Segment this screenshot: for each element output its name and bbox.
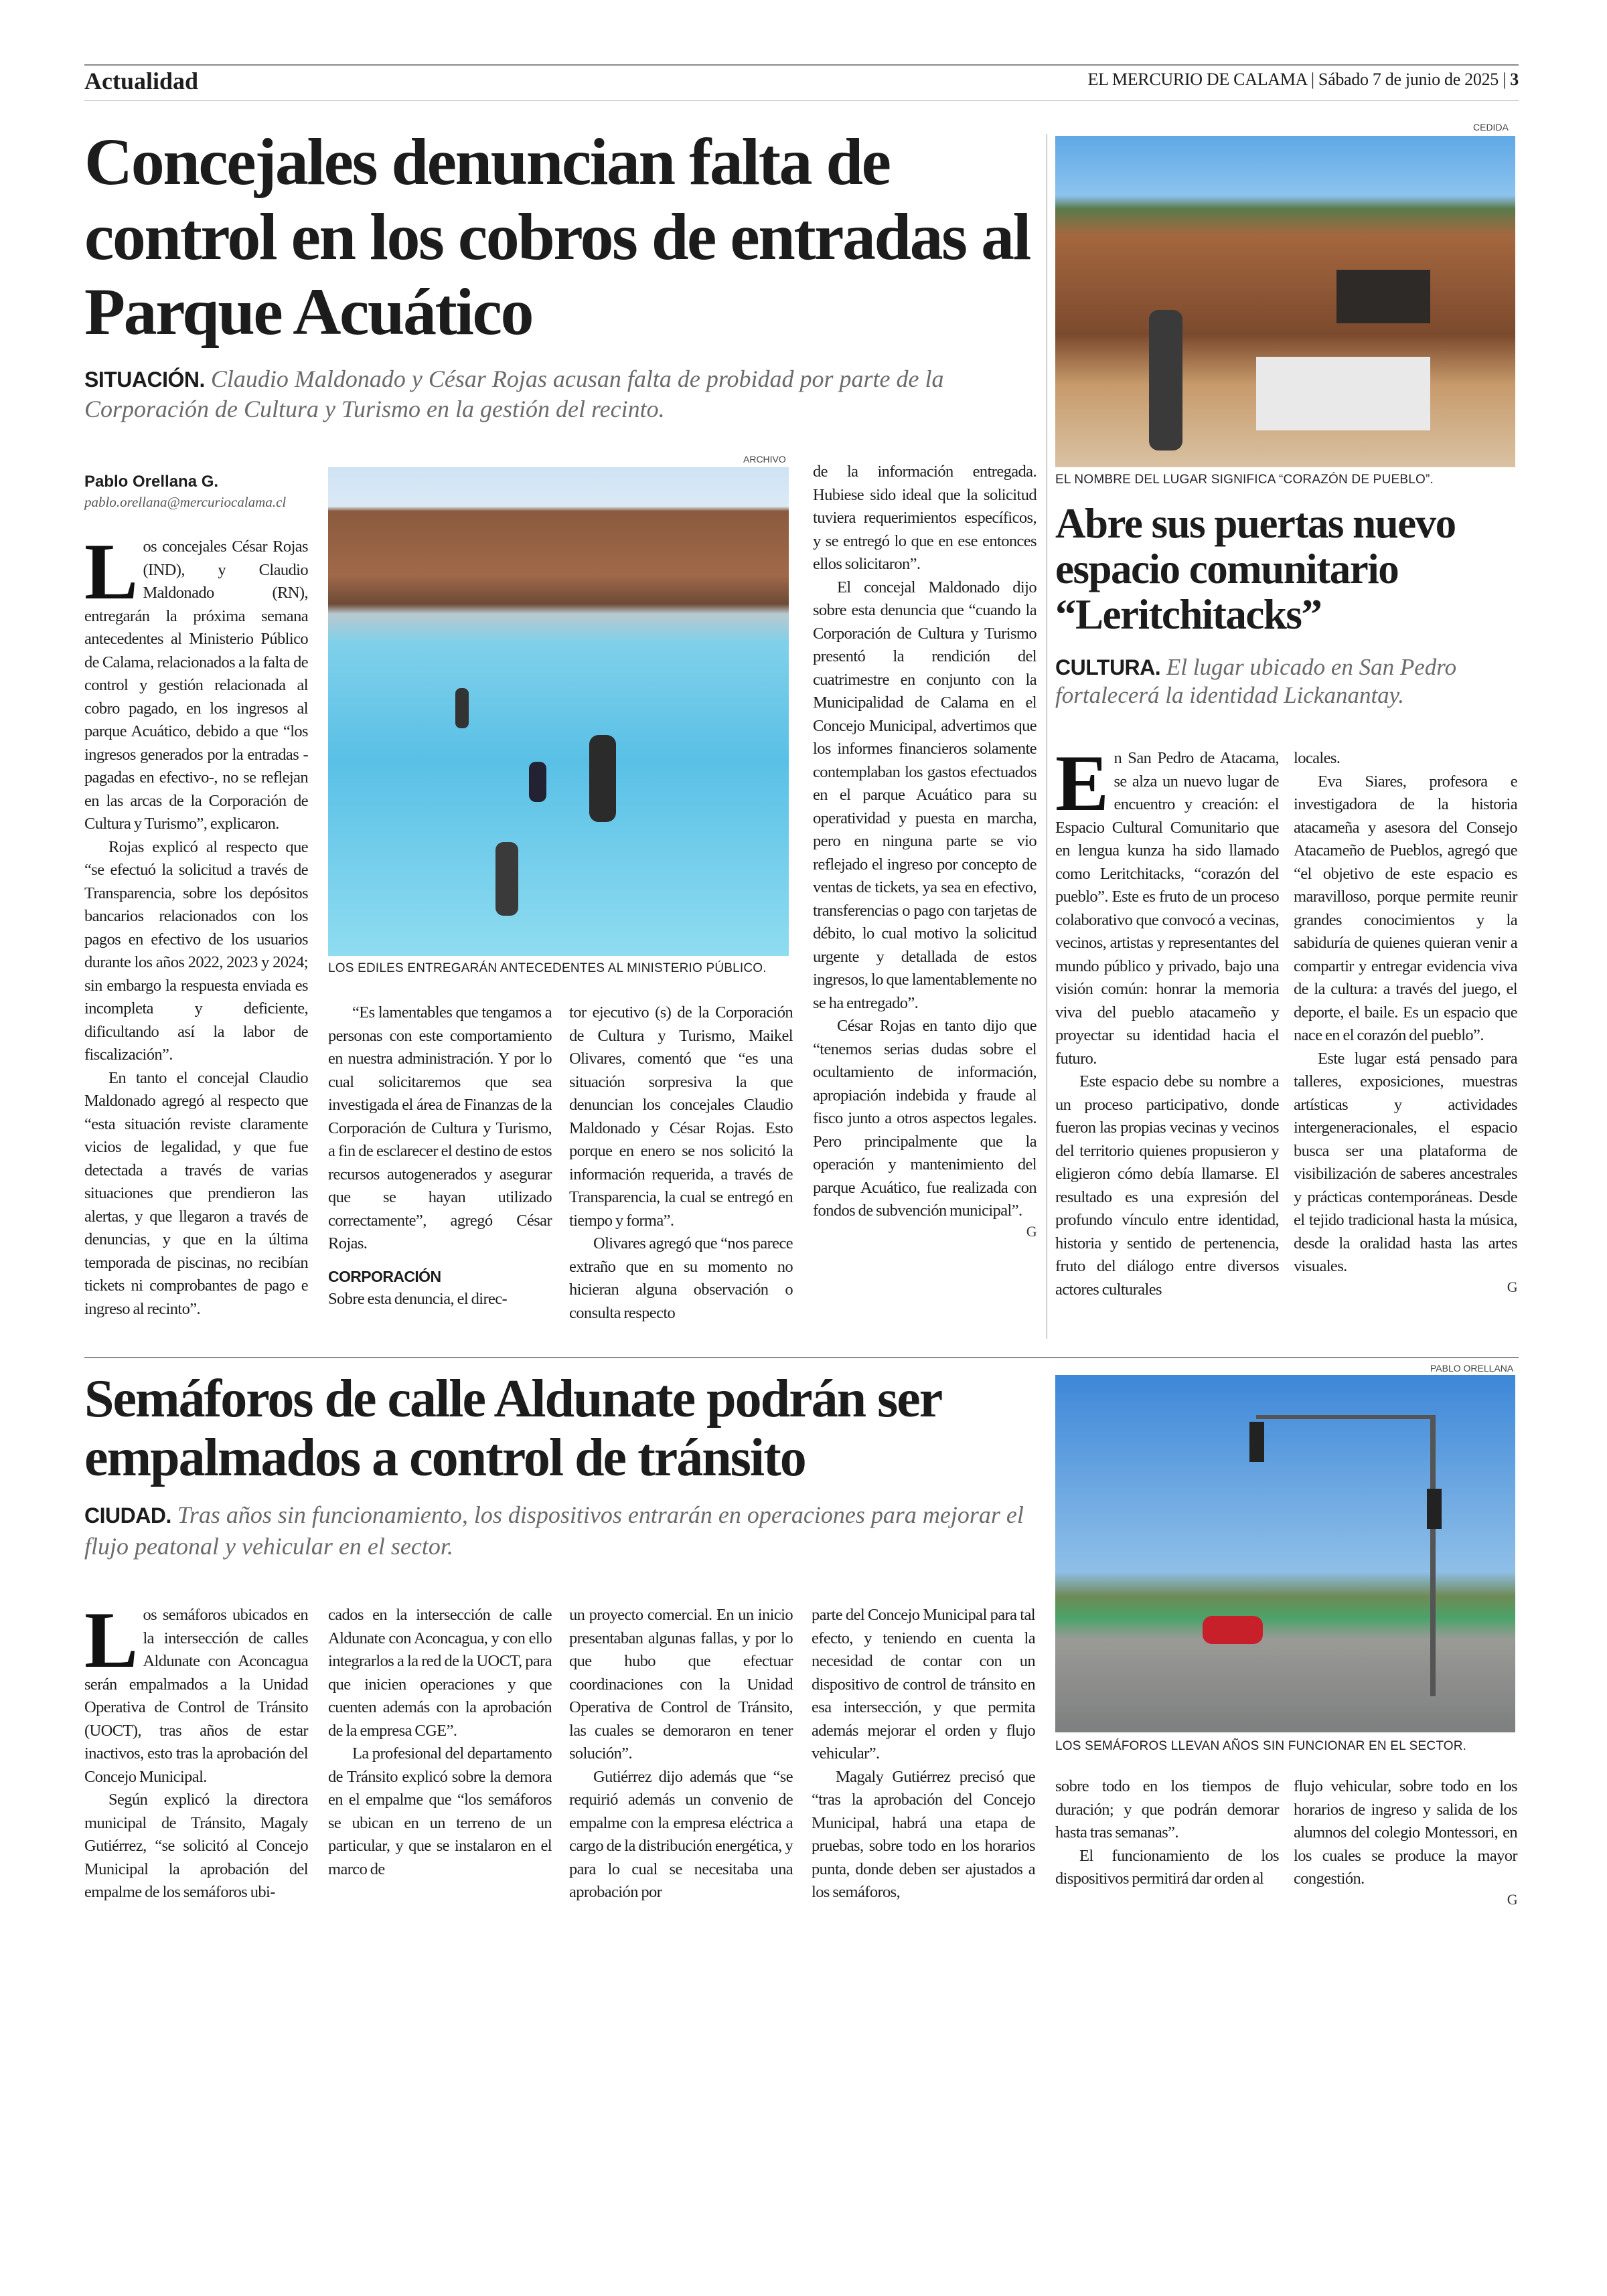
subhead-corporacion: CORPORACIÓN bbox=[328, 1267, 441, 1285]
paragraph: flujo vehicular, sobre todo en los horarios de ingreso y salida de los alumnos del colegio Montessori, en los cuales se produce la mayor congestión. bbox=[1294, 1777, 1517, 1888]
paragraph: un proyecto comercial. En un inicio presentaban algunas fallas, y por lo que hubo que efectuar coordinaciones con la Unidad Operativa de Control de Tránsito, las cuales se demoraron en tener solución”. bbox=[569, 1606, 793, 1762]
article1-column-2 bbox=[328, 1001, 552, 1311]
article1-column-4 bbox=[813, 461, 1037, 1240]
article1-author: Pablo Orellana G. bbox=[84, 473, 219, 491]
article2-photo-caption: EL NOMBRE DEL LUGAR SIGNIFICA “CORAZÓN DE PUEBLO”. bbox=[1055, 473, 1434, 487]
paragraph: cados en la intersección de calle Aldunate con Aconcagua, y con ello integrarlos a la red de la UOCT, para que inicien operaciones y que cuenten además con la aprobación de la empresa CGE”. bbox=[328, 1606, 552, 1740]
article3-deck bbox=[84, 1499, 1035, 1562]
article3-column-5 bbox=[1055, 1775, 1279, 1891]
paragraph: locales. bbox=[1294, 749, 1341, 767]
paragraph: Eva Siares, profesora e investigadora de la historia atacameña y asesora del Consejo Atacameño de Pueblos, agregó que “el objetivo de este espacio es maravilloso, porque permite reunir grandes conocimientos y la sabiduría de quienes quieran venir a compartir y entregar evidencia viva de la cultura: a través del juego, el deporte, el baile. Es un espacio que nace en el corazón del pueblo”. bbox=[1294, 772, 1517, 1044]
article1-kicker: SITUACIÓN. bbox=[84, 367, 205, 392]
section-label: Actualidad bbox=[84, 68, 199, 94]
paragraph: Este lugar está pensado para talleres, exposiciones, muestras artísticas y actividades intergeneracionales, el espacio busca ser una plataforma de visibilización de saberes ancestrales y prácticas contemporáneas. Desde el tejido tradicional hasta la música, desde la oralidad hasta las artes visuales. bbox=[1294, 1049, 1517, 1275]
article1-column-3 bbox=[569, 1001, 793, 1325]
paragraph: Magaly Gutiérrez precisó que “tras la aprobación del Concejo Municipal, habrá una etapa de pruebas, sobre todo en los horarios punta, donde deben ser ajustados a los semáforos, bbox=[812, 1767, 1035, 1901]
end-mark-icon: G bbox=[1507, 1278, 1517, 1295]
article3-photo-credit: PABLO ORELLANA bbox=[1430, 1363, 1514, 1374]
article1-column-1 bbox=[84, 527, 308, 1321]
paragraph: “Es lamentables que tengamos a personas con este comportamiento en nuestra administración. Y por lo cual solicitaremos que sea investigada el área de Finanzas de la Corporación de Cultura y Turismo, a fin de esclarecer el destino de estos recursos autogenerados y asegurar que se hayan utilizado correctamente”, agregó César Rojas. bbox=[328, 1003, 552, 1252]
article3-column-1 bbox=[84, 1595, 308, 1904]
article2-deck bbox=[1055, 653, 1517, 710]
masthead bbox=[1087, 70, 1519, 90]
paragraph: César Rojas en tanto dijo que “tenemos serias dudas sobre el ocultamiento de información, apropiación indebida y fraude al fisco junto a otros aspectos legales. Pero principalmente que la operación y mantenimiento del parque Acuático, fue realizada con fondos de subvención municipal”. bbox=[813, 1017, 1037, 1220]
paragraph: de la información entregada. Hubiese sido ideal que la solicitud tuviera requerimientos específicos, y se entregó lo que en ese entonces ellos solicitaron”. bbox=[813, 463, 1037, 573]
article2-headline: Abre sus puertas nuevo espacio comunitario “Leritchitacks” bbox=[1055, 500, 1456, 638]
article1-email[interactable]: pablo.orellana@mercuriocalama.cl bbox=[84, 494, 287, 510]
article3-photo-caption: LOS SEMÁFOROS LLEVAN AÑOS SIN FUNCIONAR EN EL SECTOR. bbox=[1055, 1739, 1467, 1753]
article2-heading-block bbox=[1055, 501, 1517, 710]
paragraph: sobre todo en los tiempos de duración; y que podrán demorar hasta tras semanas”. bbox=[1055, 1777, 1279, 1841]
article2-column-1 bbox=[1055, 738, 1279, 1301]
article3-heading-block bbox=[84, 1370, 1035, 1562]
paragraph: tor ejecutivo (s) de la Corporación de Cultura y Turismo, Maikel Olivares, comentó que “es una situación sorpresiva la que denuncian los concejales Claudio Maldonado y César Rojas. Esto porque en enero se nos solicitó la información requerida, a través de Transparencia, la cual se entregó en tiempo y forma”. bbox=[569, 1003, 793, 1230]
article2-subtitle: El lugar ubicado en San Pedro fortalecerá la identidad Lickanantay. bbox=[1055, 654, 1457, 708]
end-mark-icon: G bbox=[1507, 1890, 1517, 1908]
top-rule bbox=[84, 64, 1519, 66]
end-mark-icon: G bbox=[1026, 1222, 1037, 1240]
article2-photo-building bbox=[1055, 136, 1515, 467]
paragraph: En tanto el concejal Claudio Maldonado agregó al respecto que “esta situación reviste claramente vicios de legalidad, y que fue detectada a través de varias situaciones que prendieron las alertas, y que llegaron a través de denuncias, y que en la última temporada de piscinas, no recibían tickets ni comprobantes de pago e ingreso al recinto”. bbox=[84, 1068, 308, 1318]
article1-heading-block bbox=[84, 125, 1035, 424]
paragraph: La profesional del departamento de Tránsito explicó sobre la demora en el empalme que “los semáforos se ubican en un terreno de un particular, y que se instalaron en el marco de bbox=[328, 1744, 552, 1878]
article3-column-4 bbox=[812, 1604, 1035, 1904]
article3-column-2 bbox=[328, 1604, 552, 1881]
article1-photo-credit: ARCHIVO bbox=[743, 454, 786, 465]
article1-photo-pool bbox=[328, 467, 789, 956]
masthead-text: EL MERCURIO DE CALAMA | Sábado 7 de junio de 2025 | bbox=[1087, 70, 1507, 89]
paragraph: Sobre esta denuncia, el direc- bbox=[328, 1290, 508, 1308]
article3-headline: Semáforos de calle Aldunate podrán ser empalmados a control de tránsito bbox=[84, 1370, 941, 1487]
paragraph: os semáforos ubicados en la intersección de calles Aldunate con Aconcagua serán empalmados a la Unidad Operativa de Control de Tránsito (UOCT), tras años de estar inactivos, esto tras la aprobación del Concejo Municipal. bbox=[84, 1606, 308, 1786]
dropcap: L bbox=[84, 1595, 138, 1684]
dropcap: E bbox=[1055, 738, 1109, 827]
paragraph: Este espacio debe su nombre a un proceso participativo, donde fueron las propias vecinas y vecinos del territorio quienes propusieron y eligieron cómo debía llamarse. El resultado es una expresión del profundo vínculo entre identidad, historia y sentido de pertenencia, fruto del diálogo entre diversos actores culturales bbox=[1055, 1072, 1279, 1299]
article1-deck bbox=[84, 364, 1035, 424]
article1-subtitle: Claudio Maldonado y César Rojas acusan falta de probidad por parte de la Corporación de Cultura y Turismo en la gestión del recinto. bbox=[84, 365, 944, 422]
paragraph: El funcionamiento de los dispositivos permitirá dar orden al bbox=[1055, 1846, 1279, 1888]
dropcap: L bbox=[84, 527, 138, 616]
article3-kicker: CIUDAD. bbox=[84, 1503, 171, 1528]
article3-subtitle: Tras años sin funcionamiento, los dispositivos entrarán en operaciones para mejorar el flujo peatonal y vehicular en el sector. bbox=[84, 1501, 1024, 1560]
paragraph: n San Pedro de Atacama, se alza un nuevo lugar de encuentro y creación: el Espacio Cultural Comunitario que en lengua kunza ha sido llamado como Leritchitacks, “corazón del pueblo”. Este es fruto de un proceso colaborativo que convocó a vecinas, vecinos, artistas y representantes del mundo público y privado, bajo una visión común: honrar la memoria viva del pueblo atacameño y proyectar su identidad hacia el futuro. bbox=[1055, 749, 1279, 1068]
section-divider bbox=[84, 1357, 1519, 1358]
article2-column-2 bbox=[1294, 747, 1517, 1296]
article3-column-6 bbox=[1294, 1775, 1517, 1908]
paragraph: os concejales César Rojas (IND), y Claudio Maldonado (RN), entregarán la próxima semana antecedentes al Ministerio Público de Calama, relacionados a la falta de control y gestión relacionada al cobro pagado, en los ingresos al parque Acuático, debido a que “los ingresos generados por la entradas -pagadas en efectivo-, no se reflejan en las arcas de la Corporación de Cultura y Turismo”, explicaron. bbox=[84, 538, 308, 833]
article3-photo-traffic-lights bbox=[1055, 1375, 1515, 1732]
paragraph: Según explicó la directora municipal de Tránsito, Magaly Gutiérrez, “se solicitó al Concejo Municipal la aprobación del empalme de los semáforos ubi- bbox=[84, 1791, 308, 1901]
article3-column-3 bbox=[569, 1604, 793, 1904]
page-number: 3 bbox=[1510, 70, 1519, 89]
article1-photo-caption: LOS EDILES ENTREGARÁN ANTECEDENTES AL MINISTERIO PÚBLICO. bbox=[328, 961, 767, 975]
paragraph: parte del Concejo Municipal para tal efecto, y teniendo en cuenta la necesidad de contar con un dispositivo de control de tránsito en esa intersección, y que permita además mejorar el orden y flujo vehicular”. bbox=[812, 1606, 1035, 1762]
header-rule bbox=[84, 100, 1519, 101]
paragraph: Olivares agregó que “nos parece extraño que en su momento no hicieran alguna observación o consulta respecto bbox=[569, 1234, 793, 1322]
article2-kicker: CULTURA. bbox=[1055, 655, 1161, 679]
article2-photo-credit: CEDIDA bbox=[1473, 122, 1509, 133]
article1-headline: Concejales denuncian falta de control en los cobros de entradas al Parque Acuático bbox=[84, 125, 1030, 349]
paragraph: Rojas explicó al respecto que “se efectuó la solicitud a través de Transparencia, sobre los depósitos bancarios relacionados con los pagos en efectivo de los usuarios durante los años 2022, 2023 y 2024; sin embargo la respuesta enviada es incompleta y deficiente, dificultando así la labor de fiscalización”. bbox=[84, 837, 308, 1064]
paragraph: El concejal Maldonado dijo sobre esta denuncia que “cuando la Corporación de Cultura y Turismo presentó la rendición del cuatrimestre en conjunto con la Municipalidad de Calama en el Concejo Municipal, advertimos que los informes financieros solamente contemplaban los gastos efectuados en el parque Acuático para su operatividad y puesta en marcha, pero en ninguna parte se vio reflejado el ingreso por concepto de ventas de tickets, ya sea en efectivo, transferencias o pago con tarjetas de débito, lo cual motivo la solicitud urgente y detallada de estos ingresos, lo que lamentablemente no se ha entregado”. bbox=[813, 578, 1037, 1012]
paragraph: Gutiérrez dijo además que “se requirió además un convenio de empalme con la empresa eléctrica a cargo de la distribución energética, y para lo cual se necesitaba una aprobación por bbox=[569, 1767, 793, 1901]
